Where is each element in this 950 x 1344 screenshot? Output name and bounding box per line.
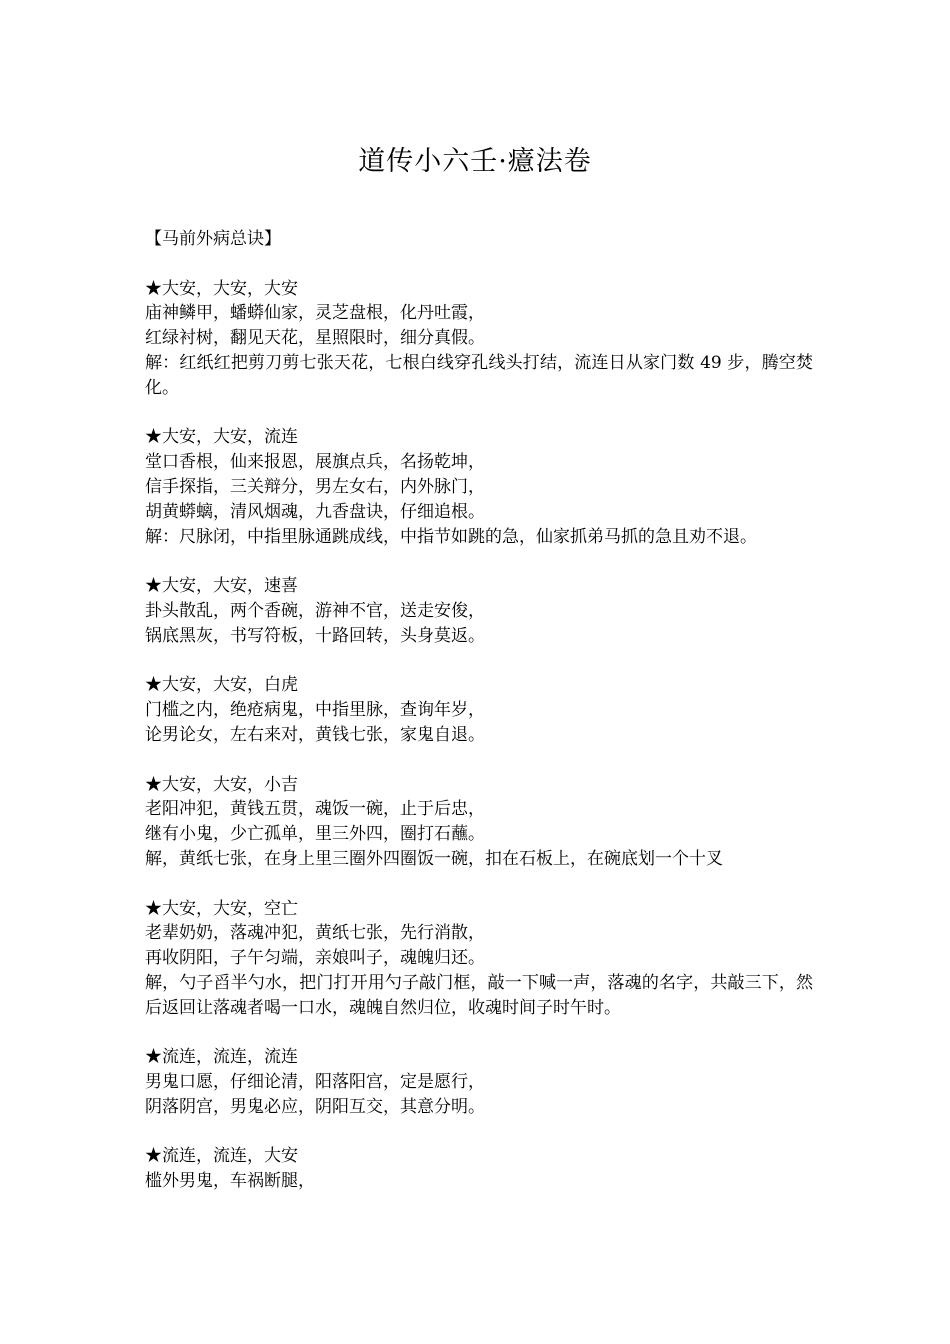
entry-header: ★大安，大安，空亡 [145,898,298,919]
entry-block [145,897,813,1021]
verse-line: 门槛之内，绝疮病鬼，中指里脉，查询年岁， [145,700,485,721]
entry-header: ★流连，流连，大安 [145,1146,298,1167]
explanation-note: 解，勺子舀半勺水，把门打开用勺子敲门框，敲一下喊一声，落魂的名字，共敲三下，然后返回让落魂者喝一口水，魂魄自然归位，收魂时间子时午时。 [145,972,813,1018]
spacer [145,649,813,674]
verse-line: 红绿衬树，翻见天花，星照限时，细分真假。 [145,328,485,349]
verse-line: 槛外男鬼，车祸断腿， [145,1171,315,1192]
spacer [145,549,813,574]
entry-block [145,1144,813,1194]
spacer [145,1120,813,1145]
explanation-note: 解：红纸红把剪刀剪七张天花，七根白线穿孔线头打结，流连日从家门数 49 步，腾空焚化。 [145,352,813,398]
verse-line: 老阳冲犯，黄钱五贯，魂饭一碗，止于后忠， [145,799,485,820]
entry-block [145,773,813,872]
entry-header: ★大安，大安，小吉 [145,774,298,795]
verse-line: 胡黄蟒螭，清风烟魂，九香盘诀，仔细追根。 [145,501,485,522]
verse-line: 老辈奶奶，落魂冲犯，黄纸七张，先行消散， [145,923,485,944]
entry-block [145,574,813,648]
entry-header: ★大安，大安，速喜 [145,576,298,597]
verse-line: 阴落阴宫，男鬼必应，阴阳互交，其意分明。 [145,1096,485,1117]
entry-header: ★大安，大安，流连 [145,427,298,448]
entry-block [145,277,813,401]
verse-line: 锅底黑灰，书写符板，十路回转，头身莫返。 [145,625,485,646]
verse-line: 信手探指，三关辩分，男左女右，内外脉门， [145,476,485,497]
explanation-note: 解，黄纸七张，在身上里三圈外四圈饭一碗，扣在石板上，在碗底划一个十叉 [145,848,723,869]
verse-line: 论男论女，左右来对，黄钱七张，家鬼自退。 [145,724,485,745]
entry-block [145,1045,813,1119]
document-body [145,227,813,1194]
section-heading: 【马前外病总诀】 [145,229,281,249]
entry-block [145,673,813,747]
spacer [145,252,813,277]
verse-line: 再收阴阳，子午匀端，亲娘叫子，魂魄归还。 [145,948,485,969]
entry-block [145,425,813,549]
spacer [145,872,813,897]
entry-header: ★流连，流连，流连 [145,1047,298,1068]
verse-line: 继有小鬼，少亡孤单，里三外四，圈打石蘸。 [145,824,485,845]
verse-line: 卦头散乱，两个香碗，游神不官，送走安俊， [145,600,485,621]
document-title: 道传小六壬·癔法卷 [358,146,592,177]
explanation-note: 解：尺脉闭，中指里脉通跳成线，中指节如跳的急，仙家抓弟马抓的急且劝不退。 [145,526,757,547]
spacer [145,748,813,773]
verse-line: 堂口香根，仙来报恩，展旗点兵，名扬乾坤， [145,452,485,473]
entry-header: ★大安，大安，白虎 [145,675,298,696]
entry-header: ★大安，大安，大安 [145,278,298,299]
verse-line: 男鬼口愿，仔细论清，阳落阳宫，定是愿行， [145,1072,485,1093]
verse-line: 庙神鳞甲，蟠蟒仙家，灵芝盘根，化丹吐霞， [145,303,485,324]
spacer [145,1021,813,1046]
spacer [145,401,813,426]
